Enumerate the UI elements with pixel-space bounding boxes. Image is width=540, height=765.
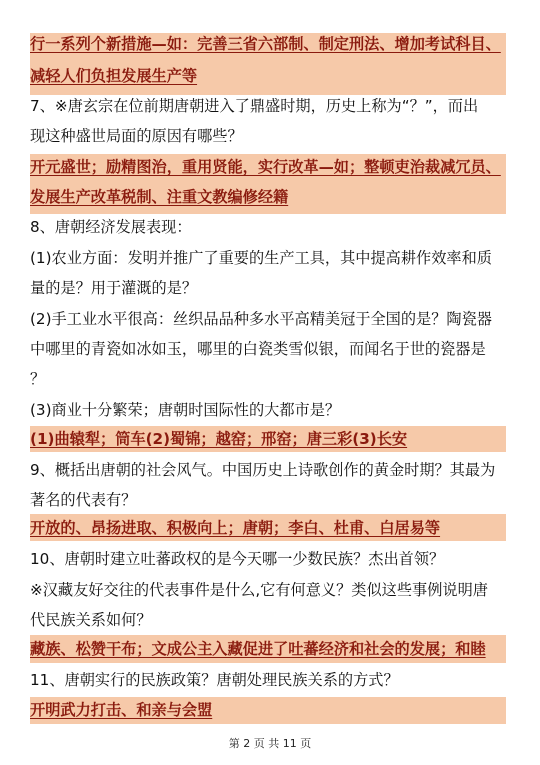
question-line: (1)农业方面：发明并推广了重要的生产工具，其中提高耕作效率和质 (30, 249, 492, 267)
page-footer: 第 2 页 共 11 页 (228, 737, 312, 750)
question-line: ※汉藏友好交往的代表事件是什么,它有何意义？类似这些事例说明唐 (30, 581, 488, 599)
question-line: ？ (30, 370, 46, 388)
question-line: 量的是？用于灌溉的是？ (30, 279, 198, 297)
answer-line: (1)曲辕犁；筒车(2)蜀锦；越窑；邢窑；唐三彩(3)长安 (30, 430, 408, 448)
answer-line: 行一系列个新措施—如：完善三省六部制、制定刑法、增加考试科目、 (30, 35, 501, 53)
question-line: 代民族关系如何？ (30, 611, 152, 629)
answer-line: 开明武力打击、和亲与会盟 (30, 701, 213, 719)
question-line: 8、唐朝经济发展表现： (30, 218, 192, 236)
answer-line: 开放的、昂扬进取、积极向上；唐朝；李白、杜甫、白居易等 (30, 519, 441, 537)
answer-line: 藏族、松赞干布；文成公主入藏促进了吐蕃经济和社会的发展；和睦 (30, 640, 486, 658)
answer-line: 减轻人们负担发展生产等 (30, 67, 198, 85)
question-line: 中哪里的青瓷如冰如玉，哪里的白瓷类雪似银，而闻名于世的瓷器是 (30, 340, 486, 358)
question-line: (3)商业十分繁荣；唐朝时国际性的大都市是？ (30, 401, 341, 419)
question-line: 10、唐朝时建立吐蕃政权的是今天哪一少数民族？杰出首领？ (30, 550, 445, 568)
question-line: 9、概括出唐朝的社会风气。中国历史上诗歌创作的黄金时期？其最为 (30, 461, 496, 479)
answer-line: 发展生产改革税制、注重文教编修经籍 (30, 188, 289, 206)
question-line: 现这种盛世局面的原因有哪些？ (30, 127, 243, 145)
question-line: 11、唐朝实行的民族政策？唐朝处理民族关系的方式？ (30, 671, 399, 689)
question-line: 7、※唐玄宗在位前期唐朝进入了鼎盛时期，历史上称为“？”，而出 (30, 97, 479, 115)
question-line: 著名的代表有？ (30, 491, 137, 509)
question-line: (2)手工业水平很高：丝织品品种多水平高精美冠于全国的是？陶瓷器 (30, 310, 492, 328)
answer-line: 开元盛世；励精图治，重用贤能，实行改革—如；整顿吏治裁减冗员、 (30, 158, 501, 176)
